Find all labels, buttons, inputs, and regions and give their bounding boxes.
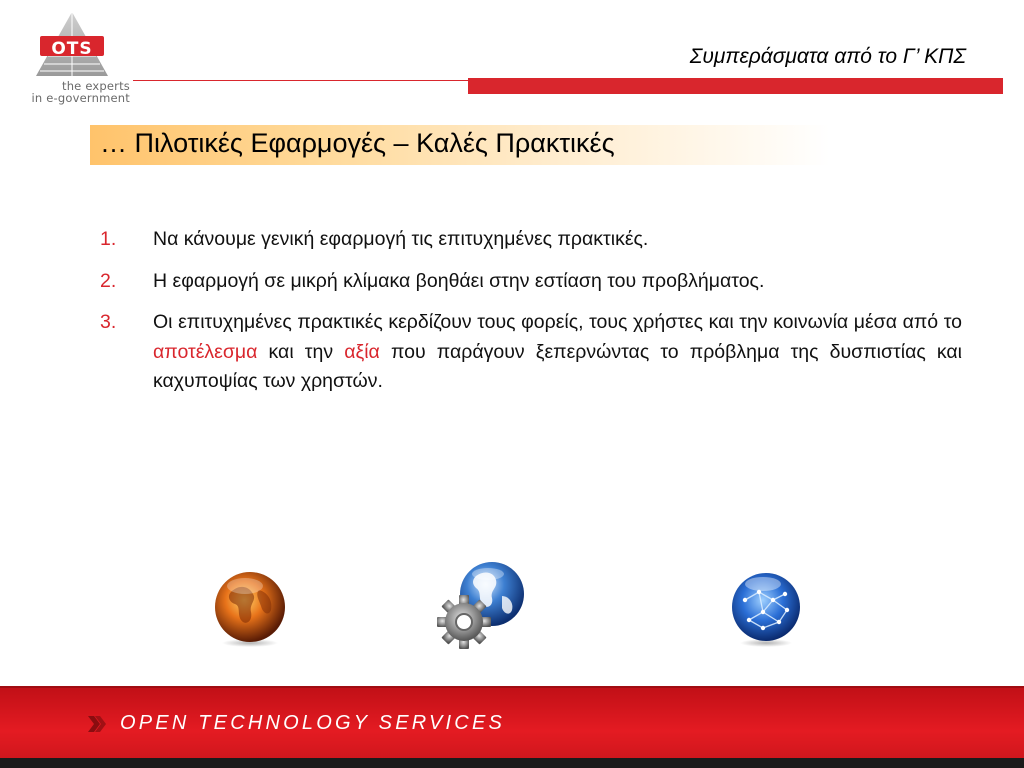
ots-tagline-line2: in e-government (31, 91, 130, 105)
footer-brand: OPEN TECHNOLOGY SERVICES (120, 712, 506, 734)
footer-top-line (0, 686, 1024, 688)
header-rule-thick (468, 78, 1003, 94)
globe-network-icon (727, 570, 805, 648)
section-heading: … Πιλοτικές Εφαρμογές – Καλές Πρακτικές (100, 128, 615, 158)
footer-bar (0, 686, 1024, 768)
ots-tagline-line1: the experts (61, 79, 130, 93)
ots-tagline (12, 80, 130, 104)
list-item (100, 225, 962, 255)
conclusions-list (100, 225, 962, 409)
list-number: 2. (100, 269, 117, 292)
ots-logo (12, 10, 130, 106)
header-rule-thin (133, 80, 469, 81)
list-number: 3. (100, 311, 117, 333)
list-text-part: που παράγουν ξεπερνώντας το πρόβλημα της δυσπιστίας και καχυποψίας των χρηστών. (153, 340, 962, 392)
list-text: Η εφαρμογή σε μικρή κλίμακα βοηθάει στην εστίαση του προβλήματος. (153, 269, 765, 292)
list-text: Να κάνουμε γενική εφαρμογή τις επιτυχημένες πρακτικές. (153, 228, 649, 250)
globe-gear-icon (436, 560, 532, 652)
footer-bottom-strip (0, 758, 1024, 768)
list-item (100, 267, 962, 297)
slide-title: Συμπεράσματα από το Γ’ ΚΠΣ (689, 45, 966, 68)
globe-orange-icon (211, 570, 289, 648)
ots-logo-letters: OTS (51, 39, 93, 59)
list-text (153, 308, 962, 397)
list-number: 1. (100, 228, 117, 250)
highlight-result: αποτέλεσμα (153, 340, 258, 363)
double-chevron-icon (86, 713, 108, 735)
list-item (100, 308, 962, 397)
highlight-value: αξία (344, 340, 380, 363)
list-text-part: και την (257, 340, 345, 363)
list-text-part: Οι επιτυχημένες πρακτικές κερδίζουν τους φορείς, τους χρήστες και την κοινωνία μέσα από το (153, 311, 962, 333)
section-heading-band (90, 125, 830, 165)
